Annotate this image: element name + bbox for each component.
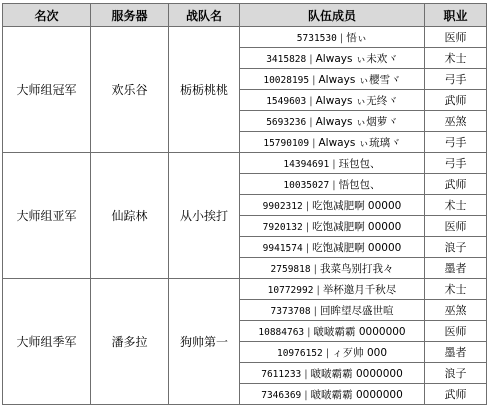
- table-row: [3, 153, 487, 174]
- member-name: 回眸望尽盛世喧: [319, 304, 394, 317]
- member-separator: |: [332, 179, 336, 191]
- header-role: 职业: [425, 4, 487, 27]
- member-name: 啵啵霸霸 0000000: [313, 325, 406, 338]
- member-separator: |: [309, 116, 313, 128]
- member-role: 术士: [425, 279, 487, 300]
- header-team: 战队名: [169, 4, 240, 27]
- member-id: 9902312: [262, 200, 303, 212]
- member-name: 啵啵霸霸 0000000: [310, 388, 403, 401]
- member-id: 10976152: [276, 347, 323, 359]
- member-name: 我菜鸟别打我々: [319, 262, 394, 275]
- team-team-cell: 从小挨打: [169, 153, 240, 279]
- member-id: 10028195: [263, 74, 310, 86]
- member-name: ィ歹帅 000: [332, 346, 388, 359]
- member-separator: |: [307, 326, 311, 338]
- member-cell: [240, 342, 425, 363]
- member-id: 10772992: [267, 284, 314, 296]
- member-role: 墨者: [425, 342, 487, 363]
- member-separator: |: [304, 368, 308, 380]
- member-separator: |: [309, 53, 313, 65]
- member-role: 弓手: [425, 69, 487, 90]
- member-name: 啵啵霸霸 0000000: [310, 367, 403, 380]
- member-role: 医师: [425, 27, 487, 48]
- member-id: 5731530: [296, 32, 337, 44]
- member-role: 医师: [425, 321, 487, 342]
- member-role: 武师: [425, 174, 487, 195]
- member-id: 10035027: [283, 179, 330, 191]
- team-rank-cell: 大师组冠军: [3, 27, 91, 153]
- member-name: 珏包包、: [338, 157, 381, 170]
- header-rank: 名次: [3, 4, 91, 27]
- member-cell: [240, 216, 425, 237]
- member-cell: [240, 300, 425, 321]
- team-server-cell: 仙踪林: [91, 153, 169, 279]
- member-name: Always ぃ烟萝ヾ: [315, 115, 398, 128]
- member-separator: |: [309, 95, 313, 107]
- member-name: 悟ぃ: [346, 31, 368, 44]
- member-cell: [240, 132, 425, 153]
- member-id: 15790109: [263, 137, 310, 149]
- table-row: [3, 27, 487, 48]
- member-role: 巫煞: [425, 300, 487, 321]
- header-server: 服务器: [91, 4, 169, 27]
- member-id: 5693236: [266, 116, 307, 128]
- member-id: 7920132: [262, 221, 303, 233]
- member-name: 悟包包、: [338, 178, 381, 191]
- member-role: 墨者: [425, 258, 487, 279]
- member-separator: |: [325, 347, 330, 359]
- member-separator: |: [313, 305, 317, 317]
- team-team-cell: 狗帅第一: [169, 279, 240, 405]
- member-separator: |: [316, 284, 320, 296]
- member-name: Always ぃ未欢ヾ: [315, 52, 398, 65]
- member-name: 举杯邀月千秋尽: [322, 283, 397, 296]
- table-row: [3, 279, 487, 300]
- member-cell: [240, 174, 425, 195]
- member-separator: |: [339, 32, 344, 44]
- member-role: 医师: [425, 216, 487, 237]
- member-name: Always ぃ樱雪ヾ: [318, 73, 401, 86]
- member-id: 2759818: [270, 263, 311, 275]
- member-role: 武师: [425, 384, 487, 405]
- member-separator: |: [313, 263, 317, 275]
- member-separator: |: [304, 389, 308, 401]
- member-cell: [240, 153, 425, 174]
- member-role: 弓手: [425, 153, 487, 174]
- member-id: 7346369: [261, 389, 302, 401]
- team-rank-cell: 大师组季军: [3, 279, 91, 405]
- team-server-cell: 欢乐谷: [91, 27, 169, 153]
- member-role: 浪子: [425, 363, 487, 384]
- member-cell: [240, 48, 425, 69]
- member-id: 14394691: [283, 158, 330, 170]
- member-role: 武师: [425, 90, 487, 111]
- member-name: 吃饱减肥啊 00000: [312, 199, 402, 212]
- table-body: [3, 27, 487, 405]
- member-role: 术士: [425, 195, 487, 216]
- member-id: 10884763: [258, 326, 305, 338]
- member-cell: [240, 69, 425, 90]
- member-cell: [240, 258, 425, 279]
- team-server-cell: 潘多拉: [91, 279, 169, 405]
- member-separator: |: [312, 74, 316, 86]
- member-separator: |: [332, 158, 336, 170]
- header-members: 队伍成员: [240, 4, 425, 27]
- member-cell: [240, 111, 425, 132]
- member-separator: |: [305, 200, 310, 212]
- member-separator: |: [312, 137, 316, 149]
- member-cell: [240, 195, 425, 216]
- member-id: 7373708: [270, 305, 311, 317]
- member-role: 弓手: [425, 132, 487, 153]
- ranking-table: [2, 3, 487, 405]
- member-separator: |: [305, 242, 310, 254]
- member-role: 浪子: [425, 237, 487, 258]
- member-role: 术士: [425, 48, 487, 69]
- member-cell: [240, 237, 425, 258]
- member-name: 吃饱减肥啊 00000: [312, 220, 402, 233]
- member-separator: |: [305, 221, 310, 233]
- member-cell: [240, 321, 425, 342]
- member-cell: [240, 279, 425, 300]
- member-id: 9941574: [262, 242, 303, 254]
- member-cell: [240, 90, 425, 111]
- team-team-cell: 栃栃桃桃: [169, 27, 240, 153]
- member-cell: [240, 384, 425, 405]
- member-id: 1549603: [266, 95, 307, 107]
- member-id: 7611233: [261, 368, 302, 380]
- member-cell: [240, 27, 425, 48]
- member-cell: [240, 363, 425, 384]
- member-name: Always ぃ无终ヾ: [315, 94, 398, 107]
- team-rank-cell: 大师组亚军: [3, 153, 91, 279]
- header-row: [3, 4, 487, 27]
- member-role: 巫煞: [425, 111, 487, 132]
- member-name: Always ぃ琉璃ヾ: [318, 136, 401, 149]
- member-name: 吃饱减肥啊 00000: [312, 241, 402, 254]
- member-id: 3415828: [266, 53, 307, 65]
